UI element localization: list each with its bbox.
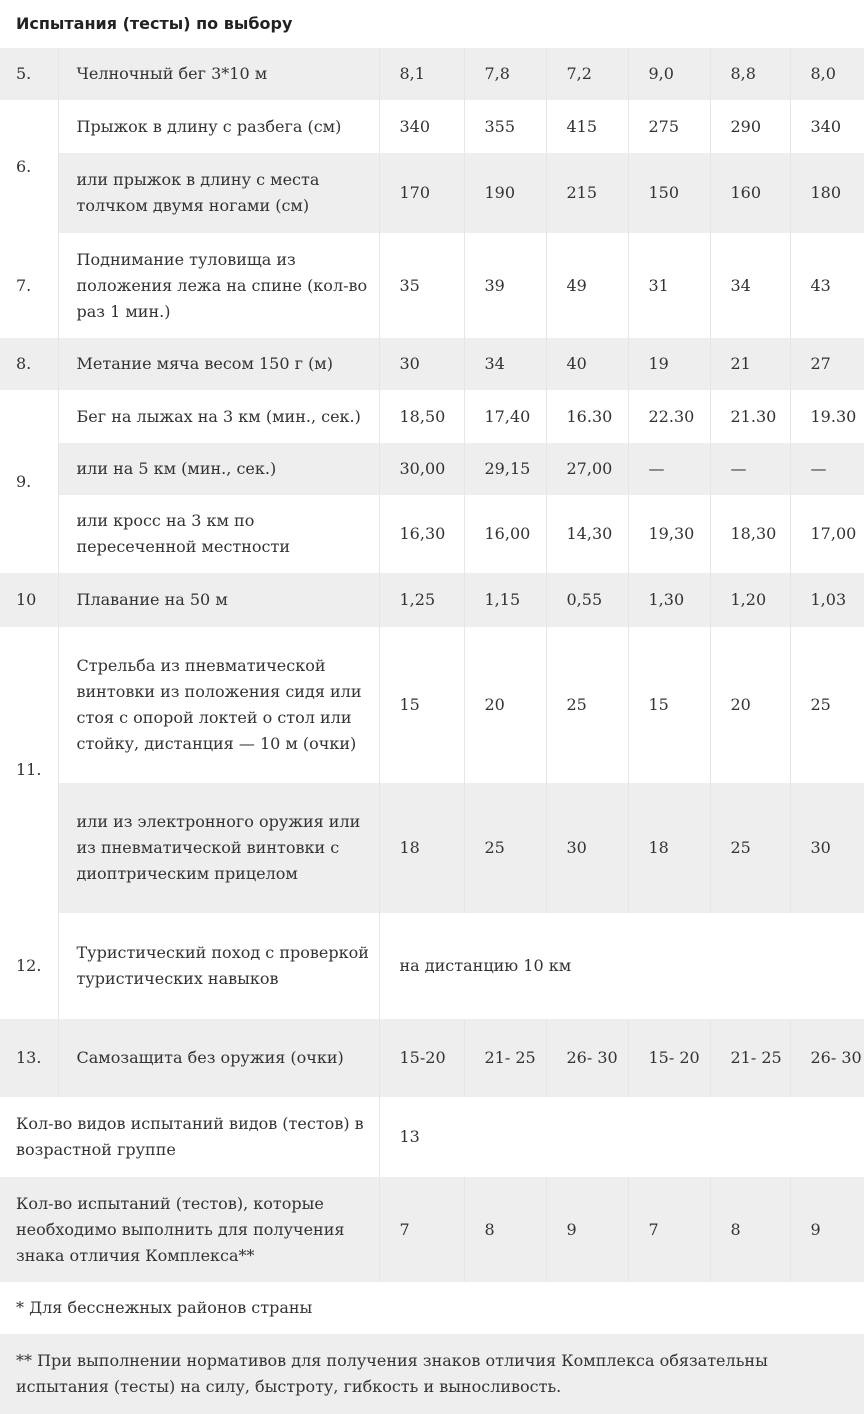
section-title: Испытания (тесты) по выбору bbox=[0, 0, 864, 48]
table-row bbox=[0, 153, 864, 233]
footnote-row bbox=[0, 1334, 864, 1414]
value-cell: 8 bbox=[464, 1177, 546, 1282]
test-name: Метание мяча весом 150 г (м) bbox=[58, 338, 379, 390]
value-cell: 34 bbox=[464, 338, 546, 390]
value-cell: 21- 25 bbox=[464, 1019, 546, 1097]
value-cell: 15 bbox=[379, 627, 464, 783]
footnote-mandatory: ** При выполнении нормативов для получения знаков отличия Комплекса обязательны испытания (тесты) на силу, быстроту, гибкость и выносливость. bbox=[0, 1334, 864, 1414]
value-cell: 17,00 bbox=[790, 495, 864, 573]
table-row bbox=[0, 913, 864, 1019]
value-cell: 0,55 bbox=[546, 573, 628, 627]
value-cell: — bbox=[710, 443, 790, 495]
value-cell: 35 bbox=[379, 233, 464, 338]
count-value: 13 bbox=[379, 1097, 864, 1177]
value-cell: 21- 25 bbox=[710, 1019, 790, 1097]
value-cell: 7 bbox=[379, 1177, 464, 1282]
test-name: или прыжок в длину с места толчком двумя ногами (см) bbox=[58, 153, 379, 233]
value-cell: 150 bbox=[628, 153, 710, 233]
value-cell: 7 bbox=[628, 1177, 710, 1282]
value-cell: 19.30 bbox=[790, 390, 864, 443]
table-row bbox=[0, 233, 864, 338]
value-cell: 16,30 bbox=[379, 495, 464, 573]
footnote-snowless: * Для бесснежных районов страны bbox=[0, 1282, 864, 1334]
value-cell: 14,30 bbox=[546, 495, 628, 573]
value-cell: 25 bbox=[546, 627, 628, 783]
value-cell: 340 bbox=[790, 100, 864, 153]
test-name: Бег на лыжах на 3 км (мин., сек.) bbox=[58, 390, 379, 443]
table-row bbox=[0, 495, 864, 573]
value-cell: — bbox=[628, 443, 710, 495]
value-cell: 30 bbox=[546, 783, 628, 913]
value-cell: 25 bbox=[710, 783, 790, 913]
test-name: Поднимание туловища из положения лежа на спине (кол-во раз 1 мин.) bbox=[58, 233, 379, 338]
value-cell: 40 bbox=[546, 338, 628, 390]
table-row bbox=[0, 443, 864, 495]
table-row bbox=[0, 1177, 864, 1282]
table-row bbox=[0, 100, 864, 153]
row-number: 8. bbox=[0, 338, 58, 390]
value-cell: 25 bbox=[464, 783, 546, 913]
table-row bbox=[0, 627, 864, 783]
value-cell: 9 bbox=[790, 1177, 864, 1282]
test-name: Прыжок в длину с разбега (см) bbox=[58, 100, 379, 153]
row-number: 7. bbox=[0, 233, 58, 338]
value-cell: 25 bbox=[790, 627, 864, 783]
value-cell: 18,30 bbox=[710, 495, 790, 573]
value-cell: 9,0 bbox=[628, 48, 710, 100]
value-cell: 9 bbox=[546, 1177, 628, 1282]
row-number: 13. bbox=[0, 1019, 58, 1097]
value-cell: 16,00 bbox=[464, 495, 546, 573]
value-cell: 30,00 bbox=[379, 443, 464, 495]
table-row bbox=[0, 573, 864, 627]
value-cell: 34 bbox=[710, 233, 790, 338]
section-header-row bbox=[0, 0, 864, 48]
table-row bbox=[0, 48, 864, 100]
test-name: Стрельба из пневматической винтовки из положения сидя или стоя с опорой локтей о стол или стойку, дистанция — 10 м (очки) bbox=[58, 627, 379, 783]
value-cell: 7,8 bbox=[464, 48, 546, 100]
row-number: 11. bbox=[0, 627, 58, 913]
value-cell: 415 bbox=[546, 100, 628, 153]
value-cell: 21 bbox=[710, 338, 790, 390]
value-cell: 215 bbox=[546, 153, 628, 233]
value-cell: 27 bbox=[790, 338, 864, 390]
value-cell: 160 bbox=[710, 153, 790, 233]
value-cell: 26- 30 bbox=[546, 1019, 628, 1097]
value-cell: 19,30 bbox=[628, 495, 710, 573]
value-cell: 29,15 bbox=[464, 443, 546, 495]
value-cell: 1,15 bbox=[464, 573, 546, 627]
value-cell: 43 bbox=[790, 233, 864, 338]
test-name: Самозащита без оружия (очки) bbox=[58, 1019, 379, 1097]
value-cell: 355 bbox=[464, 100, 546, 153]
value-cell: 31 bbox=[628, 233, 710, 338]
value-cell: 18,50 bbox=[379, 390, 464, 443]
value-cell: 180 bbox=[790, 153, 864, 233]
count-label: Кол-во видов испытаний видов (тестов) в возрастной группе bbox=[0, 1097, 379, 1177]
value-cell: 17,40 bbox=[464, 390, 546, 443]
value-cell: 49 bbox=[546, 233, 628, 338]
award-label: Кол-во испытаний (тестов), которые необходимо выполнить для получения знака отличия Комплекса** bbox=[0, 1177, 379, 1282]
row-number: 6. bbox=[0, 100, 58, 233]
table-row bbox=[0, 1019, 864, 1097]
test-name: или на 5 км (мин., сек.) bbox=[58, 443, 379, 495]
footnote-row bbox=[0, 1282, 864, 1334]
value-cell: — bbox=[790, 443, 864, 495]
value-cell: 18 bbox=[379, 783, 464, 913]
value-cell: 8 bbox=[710, 1177, 790, 1282]
value-cell: 30 bbox=[379, 338, 464, 390]
value-cell: 15-20 bbox=[379, 1019, 464, 1097]
test-name: Плавание на 50 м bbox=[58, 573, 379, 627]
test-name: или кросс на 3 км по пересеченной местности bbox=[58, 495, 379, 573]
table-row bbox=[0, 390, 864, 443]
table-row bbox=[0, 338, 864, 390]
value-cell: 26- 30 bbox=[790, 1019, 864, 1097]
value-cell: 1,25 bbox=[379, 573, 464, 627]
test-name: Туристический поход с проверкой туристических навыков bbox=[58, 913, 379, 1019]
value-cell: 275 bbox=[628, 100, 710, 153]
table-row bbox=[0, 783, 864, 913]
value-cell: 30 bbox=[790, 783, 864, 913]
value-cell: 8,1 bbox=[379, 48, 464, 100]
value-cell: 170 bbox=[379, 153, 464, 233]
value-cell: 8,8 bbox=[710, 48, 790, 100]
test-name: или из электронного оружия или из пневматической винтовки с диоптрическим прицелом bbox=[58, 783, 379, 913]
value-cell: 20 bbox=[464, 627, 546, 783]
value-cell: 15- 20 bbox=[628, 1019, 710, 1097]
row-number: 5. bbox=[0, 48, 58, 100]
span-value-cell: на дистанцию 10 км bbox=[379, 913, 864, 1019]
value-cell: 21.30 bbox=[710, 390, 790, 443]
value-cell: 39 bbox=[464, 233, 546, 338]
test-name: Челночный бег 3*10 м bbox=[58, 48, 379, 100]
value-cell: 7,2 bbox=[546, 48, 628, 100]
value-cell: 1,20 bbox=[710, 573, 790, 627]
value-cell: 1,30 bbox=[628, 573, 710, 627]
value-cell: 8,0 bbox=[790, 48, 864, 100]
value-cell: 340 bbox=[379, 100, 464, 153]
value-cell: 15 bbox=[628, 627, 710, 783]
table-row bbox=[0, 1097, 864, 1177]
row-number: 10 bbox=[0, 573, 58, 627]
value-cell: 27,00 bbox=[546, 443, 628, 495]
value-cell: 190 bbox=[464, 153, 546, 233]
row-number: 12. bbox=[0, 913, 58, 1019]
value-cell: 20 bbox=[710, 627, 790, 783]
value-cell: 22.30 bbox=[628, 390, 710, 443]
value-cell: 18 bbox=[628, 783, 710, 913]
value-cell: 290 bbox=[710, 100, 790, 153]
row-number: 9. bbox=[0, 390, 58, 573]
value-cell: 19 bbox=[628, 338, 710, 390]
value-cell: 1,03 bbox=[790, 573, 864, 627]
value-cell: 16.30 bbox=[546, 390, 628, 443]
